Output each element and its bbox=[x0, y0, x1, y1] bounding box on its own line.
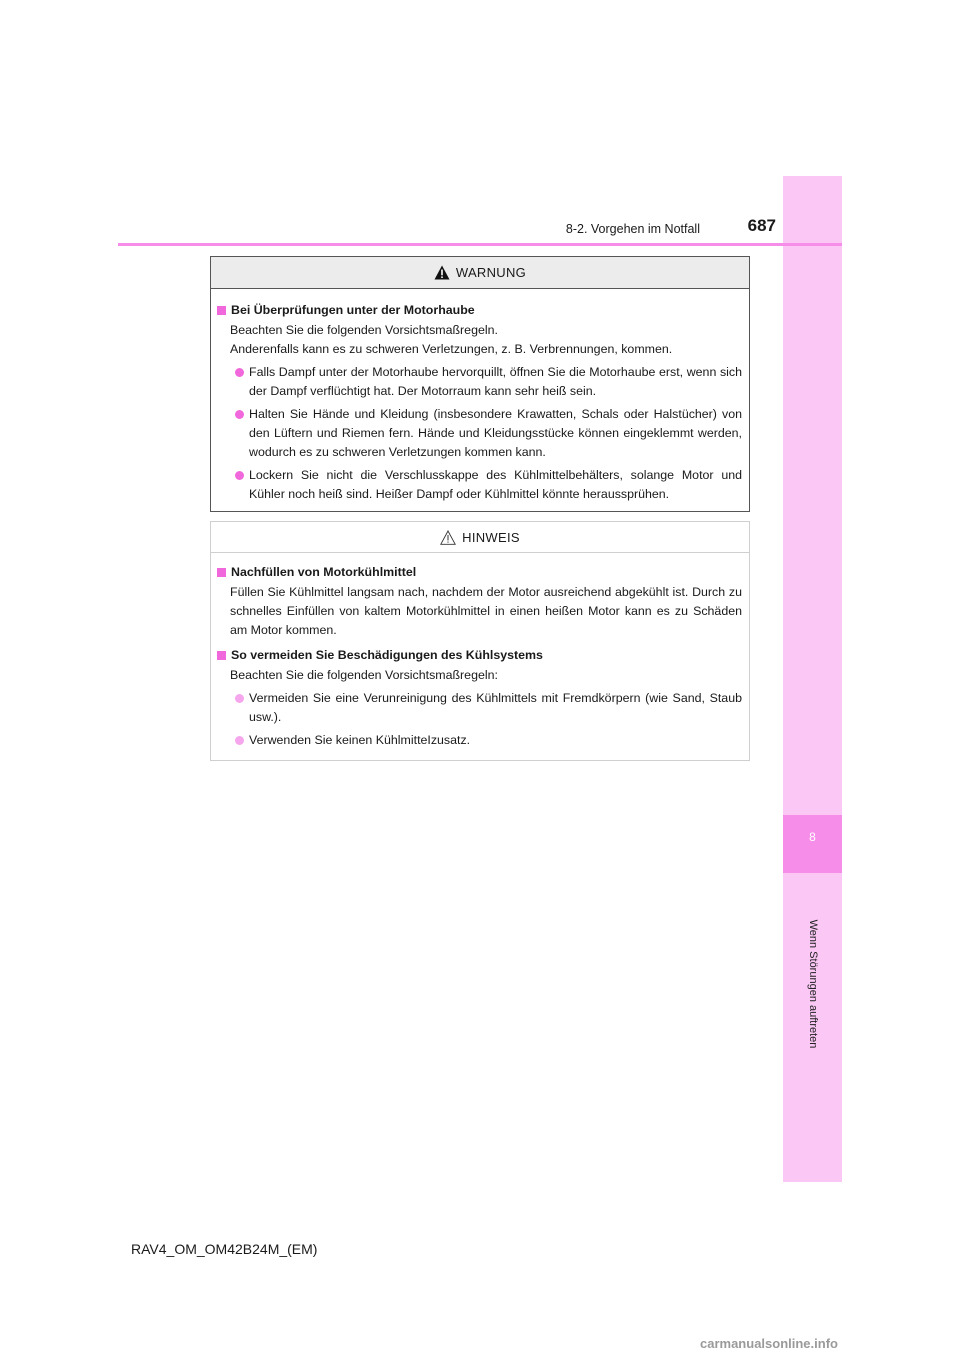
document-code: RAV4_OM_OM42B24M_(EM) bbox=[131, 1241, 318, 1257]
warning-title: WARNUNG bbox=[455, 265, 527, 280]
notice-title: HINWEIS bbox=[462, 529, 520, 545]
notice-body bbox=[211, 553, 749, 750]
round-bullet-icon bbox=[235, 694, 244, 703]
square-bullet-icon bbox=[217, 306, 226, 315]
round-bullet-icon bbox=[235, 471, 244, 480]
notice-header bbox=[211, 522, 749, 553]
notice-bullet bbox=[217, 689, 742, 727]
warning-bullet-text: Falls Dampf unter der Motorhaube hervorquillt, öffnen Sie die Motorhaube erst, wenn sich der Dampf verflüchtigt hat. Der Motorraum kann sehr heiß sein. bbox=[249, 365, 742, 398]
warning-intro-2: Anderenfalls kann es zu schweren Verletzungen, z. B. Verbrennungen, kommen. bbox=[230, 342, 673, 356]
square-bullet-icon bbox=[217, 568, 226, 577]
round-bullet-icon bbox=[235, 368, 244, 377]
warning-bullet-text: Lockern Sie nicht die Verschlusskappe des Kühlmittelbehälters, solange Motor und Kühler noch heiß sind. Heißer Dampf oder Kühlmittel könnte heraussprühen. bbox=[249, 468, 742, 501]
warning-box bbox=[210, 256, 750, 512]
warning-heading-text: Bei Überprüfungen unter der Motorhaube bbox=[231, 303, 475, 317]
caution-triangle-icon bbox=[440, 530, 456, 545]
notice-heading-1-text: Nachfüllen von Motorkühlmittel bbox=[231, 565, 417, 579]
notice-bullet-text: Verwenden Sie keinen KühlmitteIzusatz. bbox=[249, 733, 471, 747]
notice-bullet bbox=[217, 731, 742, 750]
warning-heading bbox=[217, 301, 742, 320]
warning-bullet bbox=[217, 405, 742, 462]
round-bullet-icon bbox=[235, 736, 244, 745]
chapter-label: Wenn Störungen auftreten bbox=[807, 919, 819, 1049]
header-rule bbox=[118, 243, 842, 246]
notice-box bbox=[210, 521, 750, 761]
warning-bullet bbox=[217, 363, 742, 401]
watermark: carmanualsonline.info bbox=[700, 1336, 838, 1351]
notice-bullet-text: Vermeiden Sie eine Verunreinigung des Kühlmittels mit Fremdkörpern (wie Sand, Staub usw.). bbox=[249, 691, 742, 724]
warning-header bbox=[211, 257, 749, 289]
notice-intro-2: Beachten Sie die folgenden Vorsichtsmaßregeln: bbox=[230, 668, 498, 682]
notice-text-1: Füllen Sie Kühlmittel langsam nach, nachdem der Motor ausreichend abgekühlt ist. Durch zu schnelles Einfüllen von kaltem Motorkühlmittel in einen heißen Motor kann es zu Schäden am Motor kommen. bbox=[230, 585, 742, 637]
round-bullet-icon bbox=[235, 410, 244, 419]
notice-heading-1 bbox=[217, 563, 742, 582]
warning-intro-1: Beachten Sie die folgenden Vorsichtsmaßregeln. bbox=[230, 323, 498, 337]
page-number: 687 bbox=[747, 216, 776, 235]
warning-bullet bbox=[217, 466, 742, 504]
square-bullet-icon bbox=[217, 651, 226, 660]
chapter-number: 8 bbox=[809, 830, 816, 844]
warning-bullet-text: Halten Sie Hände und Kleidung (insbesondere Krawatten, Schals oder Halstücher) von den Lüftern und Riemen fern. Hände und Kleidungsstücke können eingeklemmt werden, wodurch es zu schweren Verletzungen kommen kann. bbox=[249, 407, 742, 459]
section-title: 8-2. Vorgehen im Notfall bbox=[565, 222, 700, 236]
warning-body bbox=[211, 289, 749, 504]
chapter-number-block bbox=[783, 815, 842, 873]
notice-heading-2 bbox=[217, 646, 742, 665]
notice-heading-2-text: So vermeiden Sie Beschädigungen des Kühlsystems bbox=[231, 648, 543, 662]
warning-triangle-icon bbox=[434, 265, 450, 280]
